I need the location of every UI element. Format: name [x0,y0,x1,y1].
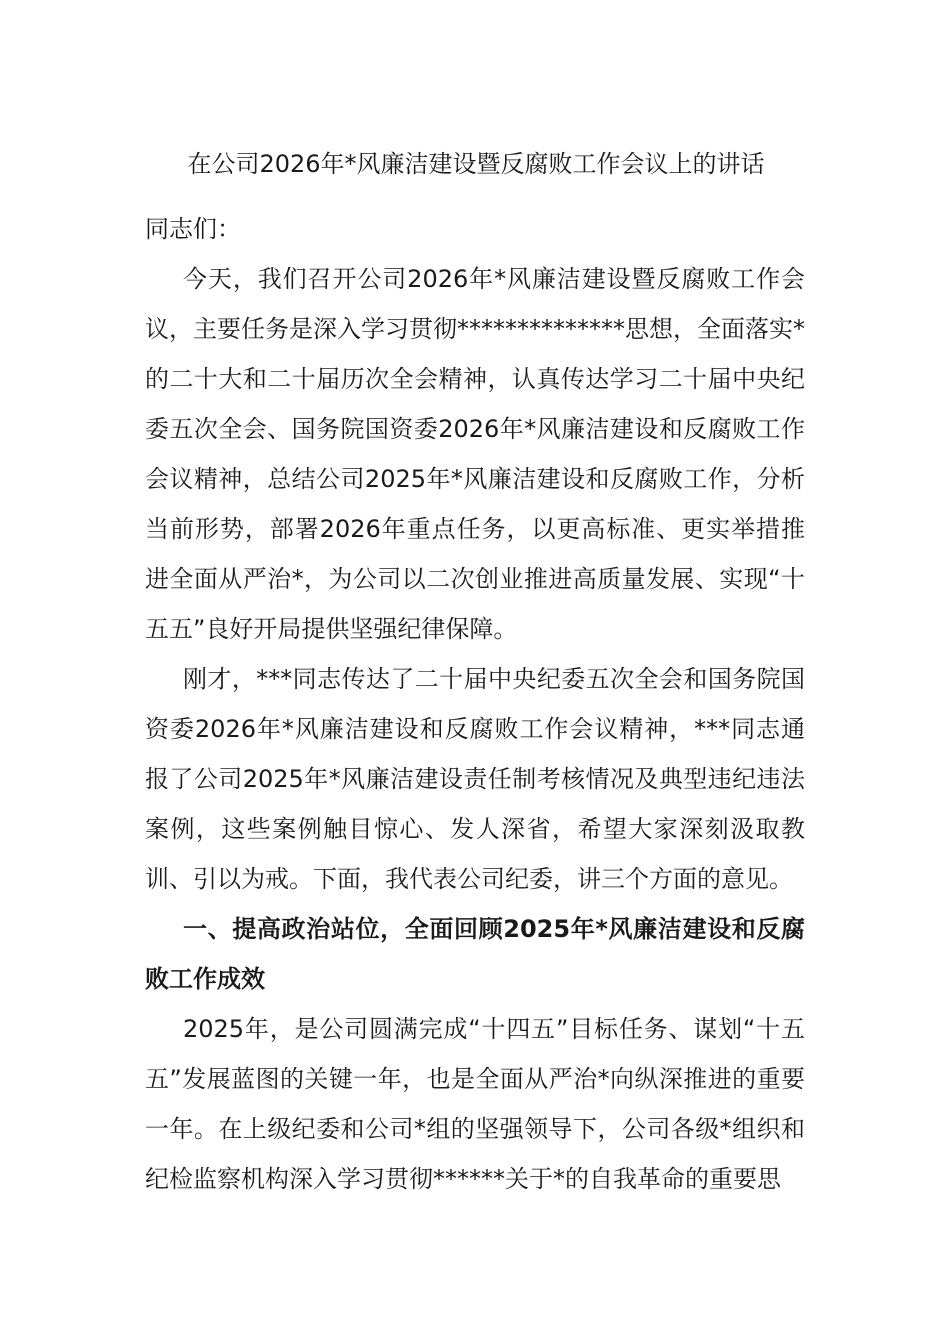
section-paragraph-1: 2025年，是公司圆满完成“十四五”目标任务、谋划“十五五”发展蓝图的关键一年，也是全面从严治*向纵深推进的重要一年。在上级纪委和公司*组的坚强领导下，公司各级*组织和纪检监察机构深入学习贯彻******关于*的自我革命的重要思 [145,1015,805,1193]
salutation: 同志们： [145,215,241,243]
section-heading-1: 一、提高政治站位，全面回顾2025年*风廉洁建设和反腐败工作成效 [145,915,805,993]
paragraph-review: 刚才，***同志传达了二十届中央纪委五次全会和国务院国资委2026年*风廉洁建设和反腐败工作会议精神，***同志通报了公司2025年*风廉洁建设责任制考核情况及典型违纪违法案例，这些案例触目惊心、发人深省，希望大家深刻汲取教训、引以为戒。下面，我代表公司纪委，讲三个方面的意见。 [145,665,805,893]
document-title: 在公司2026年*风廉洁建设暨反腐败工作会议上的讲话 [187,150,765,178]
document-body [145,204,805,1204]
paragraph-intro: 今天，我们召开公司2026年*风廉洁建设暨反腐败工作会议，主要任务是深入学习贯彻**************思想，全面落实*的二十大和二十届历次全会精神，认真传达学习二十届中央纪委五次全会、国务院国资委2026年*风廉洁建设和反腐败工作会议精神，总结公司2025年*风廉洁建设和反腐败工作，分析当前形势，部署2026年重点任务，以更高标准、更实举措推进全面从严治*，为公司以二次创业推进高质量发展、实现“十五五”良好开局提供坚强纪律保障。 [145,265,805,643]
